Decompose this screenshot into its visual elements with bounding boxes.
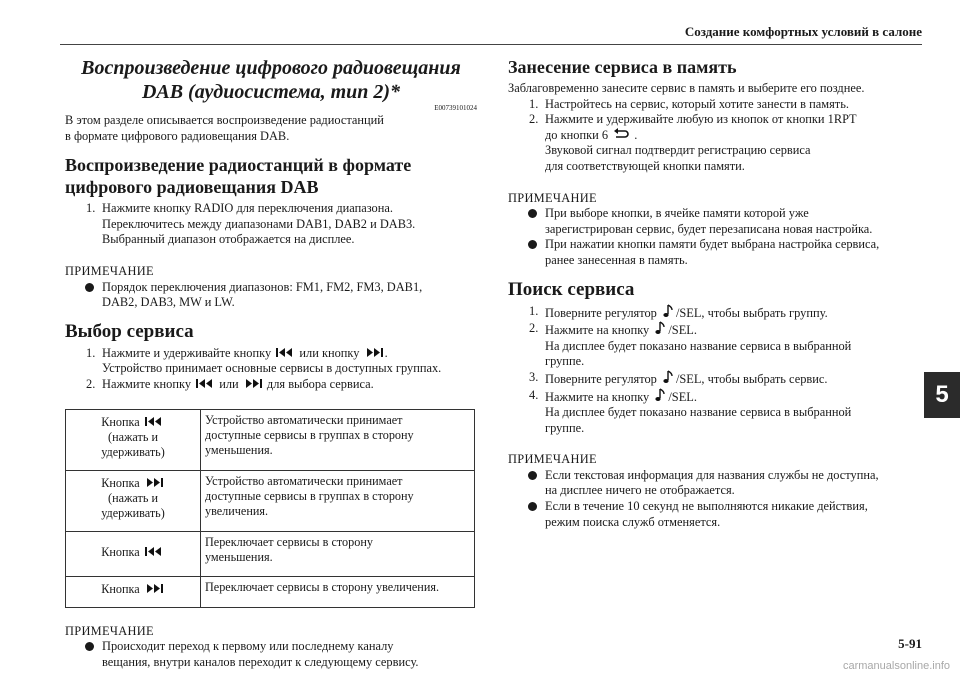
table-desc-cell [201,409,475,470]
step-number: 2. [86,376,96,391]
step-text [545,370,920,388]
step-text [545,388,920,406]
desc-text: уменьшения. [205,443,273,458]
note-text: зарегистрирован сервис, будет перезаписана новая настройка. [545,221,873,236]
key-label: (нажать и [108,429,158,444]
step-text: На дисплее будет показано название сервиса в выбранной [545,405,852,420]
step-item [65,201,477,248]
section-store-service-title: Занесение сервиса в память [508,57,737,77]
skip-back-icon [276,347,294,358]
search-steps [508,304,920,437]
desc-text: увеличения. [205,504,269,519]
step-text [102,346,477,362]
desc-text: Переключает сервисы в сторону [205,534,373,549]
note-text: ранее занесенная в память. [545,252,688,267]
watermark: carmanualsonline.info [842,660,950,672]
key-label: (нажать и [108,490,158,505]
step-text [545,128,920,144]
step-text-part: /SEL, чтобы выбрать сервис. [675,371,828,386]
step-text-part: Нажмите и удерживайте кнопку [102,345,272,360]
note-text: При нажатии кнопки памяти будет выбрана настройка сервиса, [545,237,880,252]
step-text: Звуковой сигнал подтвердит регистрацию сервиса [545,143,811,158]
note-text: Если текстовая информация для названия службы не доступна, [545,467,879,482]
note-bullet [508,237,920,268]
music-note-icon [654,321,666,335]
running-header: Создание комфортных условий в салоне [684,24,922,39]
table-key-cell [66,409,201,470]
step-text-part: Нажмите кнопку [102,376,192,391]
intro-line2: в формате цифрового радиовещания DAB. [65,128,290,143]
section-dab-title-line2: цифрового радиовещания DAB [65,177,319,198]
step-number: 1. [529,96,539,111]
step-item [65,346,477,377]
step-item [508,370,920,388]
skip-forward-icon [145,583,163,594]
main-title [65,56,477,104]
table-key-cell [66,470,201,531]
music-note-icon [654,388,666,402]
section-dab-title-line1: Воспроизведение радиостанций в формате [65,155,412,176]
note-text: Если в течение 10 секунд не выполняются никакие действия, [545,499,868,514]
desc-text: уменьшения. [205,549,273,564]
skip-back-icon [145,416,163,427]
note-heading: ПРИМЕЧАНИЕ [65,623,154,638]
music-note-icon [662,370,674,384]
step-text: Нажмите и удерживайте любую из кнопок от кнопки 1RPT [545,112,857,127]
step-number: 1. [529,303,539,318]
step-number: 3. [529,369,539,384]
table-key-cell [66,576,201,607]
table-row [66,576,475,607]
key-label: Кнопка [101,414,140,429]
section-service-select-title: Выбор сервиса [65,320,194,342]
left-column [65,54,477,670]
note-bullet [508,499,920,530]
note-heading: ПРИМЕЧАНИЕ [508,190,597,205]
return-arrow-icon [613,128,629,140]
note-list [65,280,477,311]
key-label: Кнопка [101,581,140,596]
step-number: 1. [86,201,96,216]
note-text: DAB2, DAB3, MW и LW. [102,295,235,310]
step-text: Нажмите кнопку RADIO для переключения диапазона. [102,201,393,216]
main-title-line2: DAB (аудиосистема, тип 2)* [141,81,401,103]
intro-line1: В этом разделе описывается воспроизведение радиостанций [65,113,384,127]
skip-forward-icon [244,378,262,389]
table-row [66,470,475,531]
note-heading: ПРИМЕЧАНИЕ [508,452,597,467]
step-number: 4. [529,387,539,402]
page-number: 5-91 [898,636,922,651]
right-column [508,54,920,530]
note-text: При выборе кнопки, в ячейке памяти которой уже [545,206,809,221]
step-text: группе. [545,354,585,369]
step-text-part: Поверните регулятор [545,305,657,320]
note-bullet [508,206,920,237]
step-text: Устройство принимает основные сервисы в доступных группах. [102,361,442,376]
dab-steps [65,201,477,248]
table-desc-cell [201,576,475,607]
step-text: На дисплее будет показано название сервиса в выбранной [545,338,852,353]
desc-text: доступные сервисы в группах в сторону [205,488,414,503]
step-item [508,304,920,322]
note-text: вещания, внутри каналов переходит к следующему сервису. [102,654,419,669]
desc-text: Устройство автоматически принимает [205,412,403,427]
note-text: Порядок переключения диапазонов: FM1, FM2, FM3, DAB1, [102,279,423,294]
table-desc-cell [201,470,475,531]
step-item [65,377,477,393]
section-dab-playback-title [65,154,477,198]
button-function-table [65,409,475,608]
step-text-part: Поверните регулятор [545,371,657,386]
step-text: Переключитесь между диапазонами DAB1, DAB2 и DAB3. [102,216,416,231]
table-row [66,409,475,470]
music-note-icon [662,304,674,318]
note-bullet [65,639,477,670]
key-label: Кнопка [101,475,140,490]
step-item [508,388,920,437]
step-text-part: . [634,127,638,142]
step-text-part: /SEL, чтобы выбрать группу. [675,305,828,320]
desc-text: доступные сервисы в группах в сторону [205,427,414,442]
step-text-part: Нажмите на кнопку [545,389,650,404]
doc-code: E00739101024 [434,104,477,112]
skip-forward-icon [145,477,163,488]
desc-text: Устройство автоматически принимает [205,473,403,488]
store-steps [508,97,920,175]
step-number: 2. [529,112,539,127]
chapter-tab[interactable]: 5 [924,372,960,418]
step-number: 1. [86,345,96,360]
step-text-part: для выбора сервиса. [266,376,374,391]
step-text: для соответствующей кнопки памяти. [545,158,745,173]
step-item [508,112,920,174]
note-bullet [65,280,477,311]
step-item [508,321,920,370]
step-item [508,97,920,113]
key-label: удерживать) [101,506,165,521]
step-text-part: /SEL. [668,323,697,338]
desc-text: Переключает сервисы в сторону увеличения. [205,579,440,594]
step-text: группе. [545,420,585,435]
note-list [65,639,477,670]
note-bullet [508,468,920,499]
section-search-service-title: Поиск сервиса [508,278,635,300]
step-text [545,321,920,339]
main-title-line1: Воспроизведение цифрового радиовещания [81,57,461,79]
note-heading: ПРИМЕЧАНИЕ [65,263,154,278]
service-select-steps [65,346,477,393]
note-text: на дисплее ничего не отображается. [545,483,735,498]
step-text-part: /SEL. [668,389,697,404]
step-text-part: или кнопку [299,345,360,360]
step-text-part: . [384,345,388,360]
step-text: Выбранный диапазон отображается на дисплее. [102,232,355,247]
step-text-part: до кнопки 6 [545,127,609,142]
note-text: Происходит переход к первому или последнему каналу [102,639,394,654]
note-list [508,468,920,530]
note-text: режим поиска служб отменяется. [545,514,721,529]
store-intro: Заблаговременно занесите сервис в память и выберите его позднее. [508,81,865,95]
key-label: Кнопка [101,544,140,559]
skip-back-icon [196,378,214,389]
key-label: удерживать) [101,445,165,460]
header-rule [60,44,922,45]
step-text-part: или [219,376,239,391]
note-list [508,206,920,268]
skip-back-icon [145,546,163,557]
table-key-cell [66,531,201,576]
step-text [545,304,920,322]
step-number: 2. [529,321,539,336]
table-row [66,531,475,576]
skip-forward-icon [365,347,383,358]
step-text: Настройтесь на сервис, который хотите занести в память. [545,96,849,111]
step-text [102,377,477,393]
table-desc-cell [201,531,475,576]
step-text-part: Нажмите на кнопку [545,323,650,338]
